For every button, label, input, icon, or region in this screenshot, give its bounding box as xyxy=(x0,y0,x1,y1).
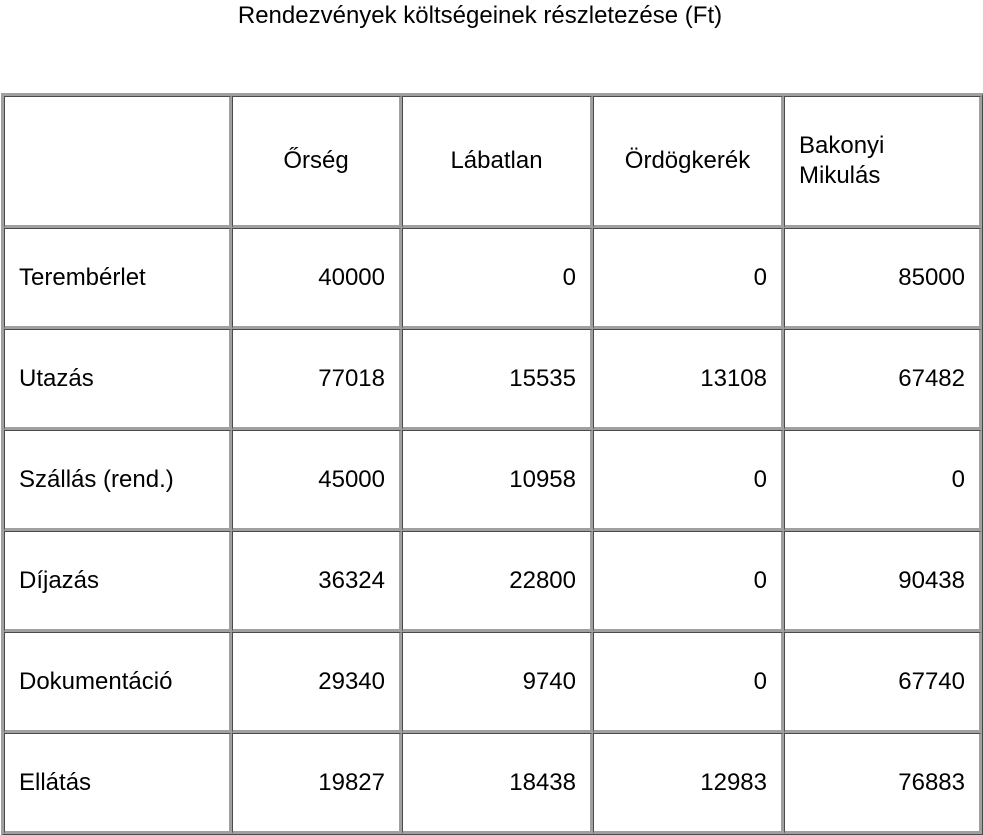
cell-value: 85000 xyxy=(784,228,982,329)
column-header-ordogkerek: Ördögkerék xyxy=(593,96,784,228)
cell-value: 0 xyxy=(593,632,784,733)
header-cell-empty xyxy=(4,96,232,228)
cell-value: 29340 xyxy=(232,632,402,733)
table-row xyxy=(4,632,982,733)
table-row xyxy=(4,430,982,531)
cell-value: 36324 xyxy=(232,531,402,632)
cell-value: 22800 xyxy=(402,531,593,632)
column-header-bakonyi-mikulas: Bakonyi Mikulás xyxy=(784,96,982,228)
cell-value: 67482 xyxy=(784,329,982,430)
cell-value: 0 xyxy=(593,531,784,632)
row-label: Ellátás xyxy=(4,733,232,834)
cell-value: 0 xyxy=(593,430,784,531)
cell-value: 76883 xyxy=(784,733,982,834)
cell-value: 0 xyxy=(402,228,593,329)
page-title: Rendezvények költségeinek részletezése (Ft) xyxy=(237,2,723,29)
table-row xyxy=(4,531,982,632)
cell-value: 67740 xyxy=(784,632,982,733)
cell-value: 10958 xyxy=(402,430,593,531)
table-header-row xyxy=(4,96,982,228)
row-label: Terembérlet xyxy=(4,228,232,329)
cell-value: 19827 xyxy=(232,733,402,834)
cell-value: 77018 xyxy=(232,329,402,430)
cell-value: 15535 xyxy=(402,329,593,430)
cell-value: 0 xyxy=(593,228,784,329)
cell-value: 12983 xyxy=(593,733,784,834)
table-row xyxy=(4,733,982,834)
row-label: Díjazás xyxy=(4,531,232,632)
cell-value: 13108 xyxy=(593,329,784,430)
column-header-labatlan: Lábatlan xyxy=(402,96,593,228)
cell-value: 0 xyxy=(784,430,982,531)
column-header-orseg: Őrség xyxy=(232,96,402,228)
cell-value: 90438 xyxy=(784,531,982,632)
cost-table xyxy=(1,93,983,835)
cell-value: 40000 xyxy=(232,228,402,329)
row-label: Szállás (rend.) xyxy=(4,430,232,531)
table-row xyxy=(4,329,982,430)
cell-value: 9740 xyxy=(402,632,593,733)
cell-value: 18438 xyxy=(402,733,593,834)
cell-value: 45000 xyxy=(232,430,402,531)
row-label: Utazás xyxy=(4,329,232,430)
row-label: Dokumentáció xyxy=(4,632,232,733)
table-row xyxy=(4,228,982,329)
